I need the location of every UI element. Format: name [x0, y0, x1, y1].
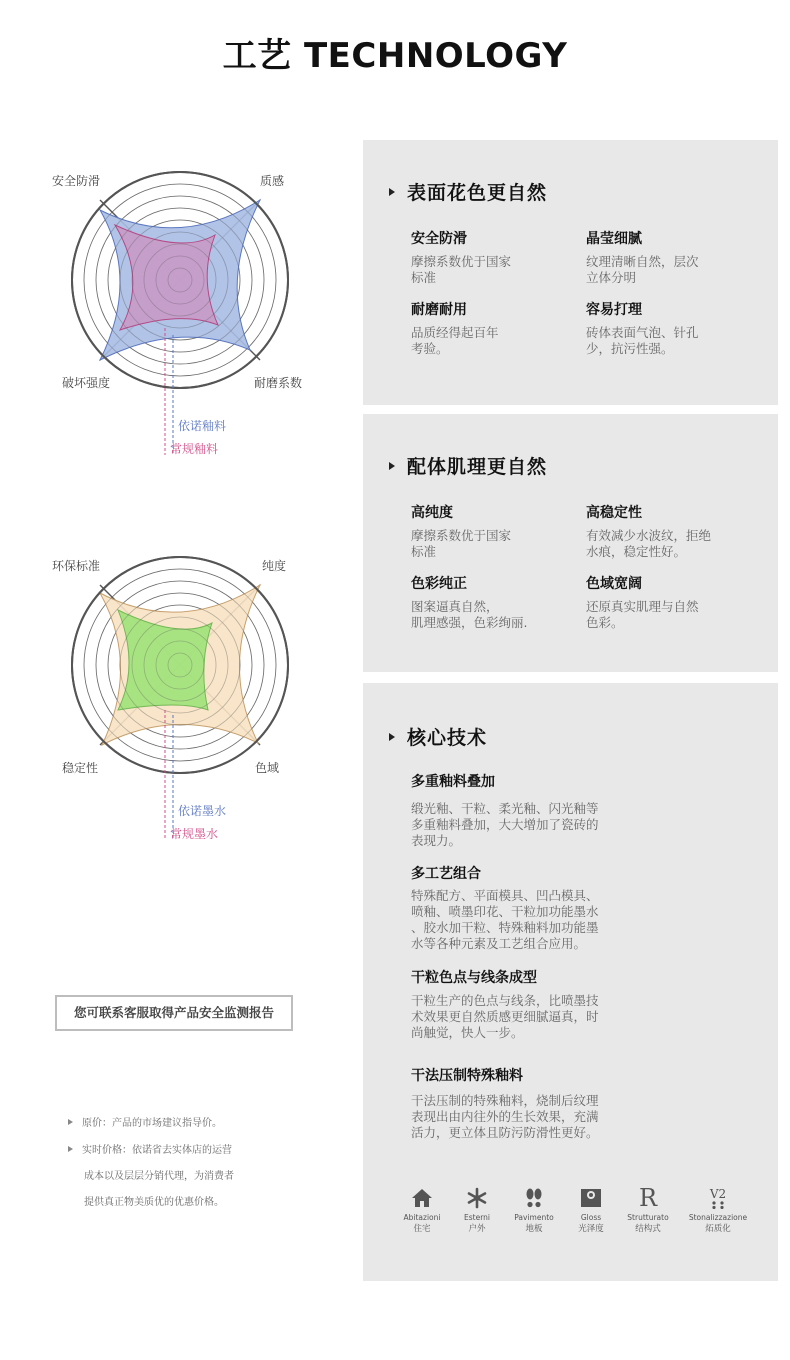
icon-label-cn: 户外 — [468, 1224, 486, 1234]
tech-desc-line: 喷釉、喷墨印花、干粒加功能墨水 — [411, 904, 599, 919]
feature-desc-line: 摩擦系数优于国家 — [411, 528, 512, 543]
feature-desc-line: 标准 — [411, 544, 437, 559]
price-note-text: 实时价格：依诺省去实体店的运营 — [82, 1145, 232, 1156]
feature-desc-line: 标准 — [411, 270, 437, 285]
triangle-bullet-icon — [389, 462, 395, 470]
panel-1-heading — [389, 178, 547, 205]
feature-title: 安全防滑 — [411, 231, 467, 247]
safety-report-notice: 您可联系客服取得产品安全监测报告 — [55, 995, 293, 1031]
structure-r-glyph: R — [638, 1184, 658, 1212]
radar-1-legend-enuo: 依诺釉料 — [178, 419, 227, 433]
radar-2-legend-regular: 常规墨水 — [170, 827, 219, 841]
feature-item — [586, 228, 736, 286]
panel-surface-pattern — [363, 140, 778, 405]
usage-icon-item — [683, 1185, 753, 1234]
icon-label-cn: 光泽度 — [578, 1224, 604, 1234]
triangle-bullet-icon — [68, 1146, 73, 1152]
price-note-3: 成本以及层层分销代理，为消费者 — [84, 1171, 234, 1182]
icon-label-en: Esterni — [464, 1213, 490, 1222]
tech-desc — [411, 888, 636, 952]
tech-desc-line: 多重釉料叠加，大大增加了瓷砖的 — [411, 817, 599, 832]
tech-title: 多工艺组合 — [411, 866, 481, 882]
radar-2-axis-label-tr: 纯度 — [262, 559, 287, 573]
price-note-1 — [68, 1114, 222, 1129]
tech-desc-line: 术效果更自然质感更细腻逼真，时 — [411, 1009, 599, 1024]
feature-desc-line: 少，抗污性强。 — [586, 341, 674, 356]
page-title: 工艺 TECHNOLOGY — [222, 36, 568, 76]
shade-variation-icon — [683, 1185, 753, 1211]
feature-title: 容易打理 — [586, 302, 642, 318]
feature-desc-line: 纹理清晰自然，层次 — [586, 254, 699, 269]
tech-desc-line: 干法压制的特殊釉料，烧制后纹理 — [411, 1093, 599, 1108]
feature-item — [586, 502, 756, 560]
tech-item — [411, 967, 636, 1040]
price-note-text: 原价：产品的市场建议指导价。 — [82, 1118, 222, 1129]
feature-desc-line: 品质经得起百年 — [411, 325, 499, 340]
panel-3-heading-text: 核心技术 — [407, 727, 488, 749]
feature-desc-line: 砖体表面气泡、针孔 — [586, 325, 699, 340]
tech-desc-line: 缎光釉、干粒、柔光釉、闪光釉等 — [411, 801, 599, 816]
price-note-4: 提供真正物美质优的优惠价格。 — [84, 1197, 224, 1208]
feature-title: 高稳定性 — [586, 505, 642, 521]
feature-title: 色域宽阔 — [586, 576, 642, 592]
feature-item — [411, 502, 561, 560]
feature-item — [586, 573, 736, 631]
feature-desc-line: 水痕，稳定性好。 — [586, 544, 687, 559]
icon-label-en: Pavimento — [514, 1213, 554, 1222]
feature-item — [586, 299, 736, 357]
icon-label-cn: 地板 — [525, 1224, 543, 1234]
tech-title: 多重釉料叠加 — [411, 774, 495, 790]
icon-label-cn: 住宅 — [413, 1224, 431, 1234]
icon-label-cn: 结构式 — [635, 1224, 661, 1234]
tech-desc-line: 尚触觉，快人一步。 — [411, 1025, 524, 1040]
feature-item — [411, 228, 561, 286]
feature-item — [411, 573, 561, 631]
feature-desc-line: 图案逼真自然， — [411, 599, 499, 614]
tech-desc-line: 活力，更立体且防污防滑性更好。 — [411, 1125, 599, 1140]
structure-r-icon — [613, 1185, 683, 1211]
feature-item — [411, 299, 561, 357]
radar-1-axis-label-br: 耐磨系数 — [254, 376, 303, 390]
radar-1-legend-regular: 常规釉料 — [170, 442, 219, 456]
feature-desc-line: 有效减少水波纹，拒绝 — [586, 528, 712, 543]
panel-2-heading-text: 配体肌理更自然 — [407, 456, 548, 478]
panel-body-texture — [363, 414, 778, 672]
tech-desc — [411, 1093, 636, 1141]
panel-1-heading-text: 表面花色更自然 — [407, 182, 548, 204]
radar-1-axis-label-bl: 破坏强度 — [62, 376, 111, 390]
feature-desc-line: 色彩。 — [586, 615, 624, 630]
radar-2-legend-enuo: 依诺墨水 — [178, 804, 227, 818]
panel-3-heading — [389, 723, 487, 750]
feature-desc-line: 肌理感强，色彩绚丽. — [411, 615, 528, 630]
tech-desc-line: 表现力。 — [411, 833, 462, 848]
radar-1-axis-label-tr: 质感 — [260, 174, 285, 188]
icon-label-cn: 炻质化 — [705, 1224, 731, 1234]
icon-label-en: Abitazioni — [403, 1213, 441, 1222]
feature-desc-line: 立体分明 — [586, 270, 637, 285]
feature-desc — [586, 325, 736, 357]
tech-desc — [411, 993, 636, 1041]
tech-desc-line: 水等各种元素及工艺组合应用。 — [411, 936, 587, 951]
tech-item — [411, 771, 636, 848]
feature-desc — [411, 528, 561, 560]
icon-label-en: Strutturato — [627, 1213, 669, 1222]
radar-1-axis-label-tl: 安全防滑 — [52, 174, 101, 188]
usage-icon-item — [613, 1185, 683, 1234]
tech-desc-line: 、胶水加干粒、特殊釉料加功能墨 — [411, 920, 599, 935]
feature-desc — [586, 254, 736, 286]
tech-desc — [411, 801, 636, 849]
tech-title: 干粒色点与线条成型 — [411, 970, 537, 986]
tech-desc-line: 表现出由内往外的生长效果，充满 — [411, 1109, 599, 1124]
feature-desc — [586, 599, 736, 631]
feature-title: 色彩纯正 — [411, 576, 467, 592]
feature-title: 高纯度 — [411, 505, 453, 521]
feature-title: 晶莹细腻 — [586, 231, 642, 247]
icon-label-en: Stonalizzazione — [688, 1213, 748, 1222]
radar-chart-ink — [40, 555, 320, 855]
price-note-2 — [68, 1141, 232, 1156]
feature-desc — [411, 254, 561, 286]
tech-desc-line: 干粒生产的色点与线条，比喷墨技 — [411, 993, 599, 1008]
triangle-bullet-icon — [389, 733, 395, 741]
feature-desc-line: 考验。 — [411, 341, 449, 356]
panel-2-heading — [389, 452, 547, 479]
radar-chart-glaze — [40, 170, 320, 470]
triangle-bullet-icon — [389, 188, 395, 196]
tech-item — [411, 863, 636, 951]
feature-desc-line: 摩擦系数优于国家 — [411, 254, 512, 269]
radar-2-axis-label-bl: 稳定性 — [62, 761, 99, 775]
tech-desc-line: 特殊配方、平面模具、凹凸模具、 — [411, 888, 599, 903]
feature-title: 耐磨耐用 — [411, 302, 467, 318]
feature-desc — [586, 528, 756, 560]
feature-desc — [411, 325, 561, 357]
shade-variation-glyph: V2 — [709, 1186, 727, 1201]
triangle-bullet-icon — [68, 1119, 73, 1125]
icon-label-en: Gloss — [580, 1213, 602, 1222]
tech-title: 干法压制特殊釉料 — [411, 1068, 523, 1084]
feature-desc — [411, 599, 561, 631]
tech-item — [411, 1065, 636, 1140]
radar-2-axis-label-br: 色域 — [255, 761, 280, 775]
feature-desc-line: 还原真实肌理与自然 — [586, 599, 699, 614]
radar-2-axis-label-tl: 环保标准 — [52, 559, 101, 573]
dots-icon — [711, 1201, 725, 1209]
